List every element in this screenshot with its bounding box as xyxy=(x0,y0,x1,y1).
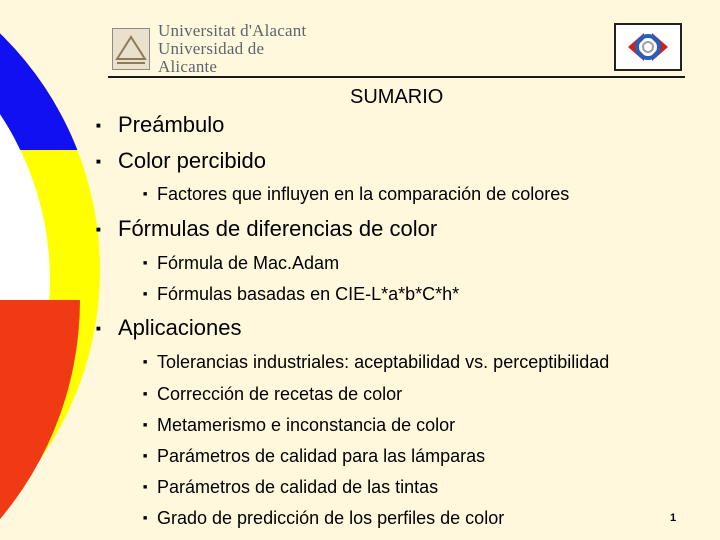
outline-subitem-label: Parámetros de calidad para las lámparas xyxy=(157,446,486,466)
university-name-valencian: Universitat d'Alacant xyxy=(158,21,307,40)
university-name-spanish: Universidad de Alicante xyxy=(158,39,265,76)
university-crest-icon xyxy=(112,28,150,70)
outline-subitem xyxy=(143,253,339,274)
bullet-icon: ■ xyxy=(143,260,148,267)
colour-group-logo-icon xyxy=(614,23,682,71)
bullet-icon: ■ xyxy=(96,156,101,166)
outline-item-label: Fórmulas de diferencias de color xyxy=(118,216,438,241)
bullet-icon: ■ xyxy=(96,120,101,130)
outline-subitem xyxy=(143,352,609,373)
outline-subitem-label: Factores que influyen en la comparación de colores xyxy=(157,184,570,204)
bullet-icon: ■ xyxy=(96,323,101,333)
outline-item-label: Aplicaciones xyxy=(118,315,242,340)
outline-subitem-label: Parámetros de calidad de las tintas xyxy=(157,477,439,497)
outline-subitem xyxy=(143,384,402,405)
header-divider xyxy=(108,76,685,78)
bullet-icon: ■ xyxy=(143,359,148,366)
outline-subitem xyxy=(143,415,455,436)
page-number: 1 xyxy=(670,512,677,524)
bullet-icon: ■ xyxy=(143,391,148,398)
outline-subitem-label: Fórmula de Mac.Adam xyxy=(157,253,340,273)
decorative-circles xyxy=(0,0,140,540)
bullet-icon: ■ xyxy=(143,515,148,522)
outline-item xyxy=(92,148,266,174)
bullet-icon: ■ xyxy=(143,453,148,460)
outline-subitem-label: Fórmulas basadas en CIE-L*a*b*C*h* xyxy=(157,284,460,304)
bullet-icon: ■ xyxy=(143,291,148,298)
university-logo xyxy=(112,21,324,76)
outline-subitem xyxy=(143,477,438,498)
outline-subitem xyxy=(143,284,459,305)
outline-subitem xyxy=(143,184,569,205)
outline-subitem-label: Metamerismo e inconstancia de color xyxy=(157,415,456,435)
bullet-icon: ■ xyxy=(143,191,148,198)
bullet-icon: ■ xyxy=(143,422,148,429)
outline-subitem xyxy=(143,508,504,529)
slide-title: SUMARIO xyxy=(350,86,444,108)
outline-item xyxy=(92,112,224,138)
outline-subitem-label: Tolerancias industriales: aceptabilidad vs. perceptibilidad xyxy=(157,352,610,372)
outline-item-label: Color percibido xyxy=(118,148,266,173)
outline-item-label: Preámbulo xyxy=(118,112,225,137)
bullet-icon: ■ xyxy=(143,484,148,491)
outline-item xyxy=(92,216,437,242)
bullet-icon: ■ xyxy=(96,224,101,234)
outline-subitem-label: Grado de predicción de los perfiles de color xyxy=(157,508,505,528)
outline-item xyxy=(92,315,242,341)
outline-subitem xyxy=(143,446,485,467)
outline-subitem-label: Corrección de recetas de color xyxy=(157,384,403,404)
